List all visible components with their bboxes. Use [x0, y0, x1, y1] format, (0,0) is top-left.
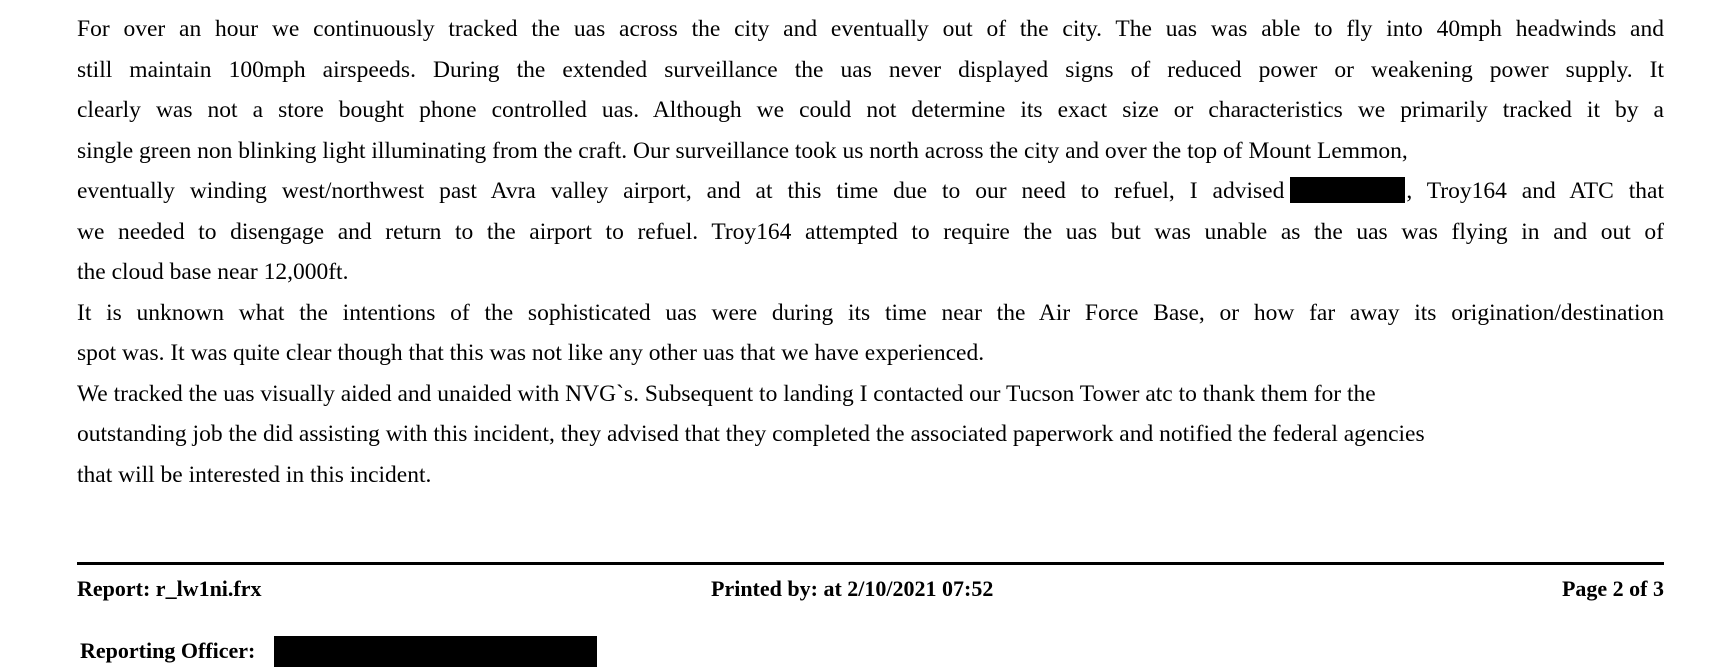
paragraph-landing	[77, 374, 1677, 496]
narrative-body	[77, 9, 1677, 495]
paragraph-tracking	[77, 9, 1677, 293]
redaction-block	[1290, 177, 1405, 203]
redaction-block	[274, 636, 597, 667]
text-line: spot was. It was quite clear though that this was not like any other uas that we have experienced.	[77, 340, 985, 366]
text-line: the cloud base near 12,000ft.	[77, 259, 349, 285]
printed-by: Printed by: at 2/10/2021 07:52	[711, 576, 994, 601]
text-line: that will be interested in this incident.	[77, 461, 432, 488]
text-line: We tracked the uas visually aided and unaided with NVG`s. Subsequent to landing I contacted our Tucson Tower atc to thank them for the	[77, 380, 1376, 407]
text-line: clearly was not a store bought phone controlled uas. Although we could not determine its exact size or characteristics we primarily tracked it by a	[77, 97, 1664, 123]
reporting-officer-label: Reporting Officer:	[80, 638, 256, 663]
text-line: still maintain 100mph airspeeds. During the extended surveillance the uas never displayed signs of reduced power or weakening power supply. It	[77, 56, 1664, 83]
text-line-with-redaction	[77, 171, 1664, 212]
paragraph-intentions	[77, 293, 1677, 374]
page-number: Page 2 of 3	[1561, 576, 1664, 601]
footer-divider	[77, 562, 1664, 565]
text-line: outstanding job the did assisting with this incident, they advised that they completed the associated paperwork and notified the federal agencies	[77, 421, 1425, 447]
text-segment: eventually winding west/northwest past Avra valley airport, and at this time due to our need to refuel, I advised	[77, 178, 1285, 204]
text-line: For over an hour we continuously tracked the uas across the city and eventually out of the city. The uas was able to fly into 40mph headwinds and	[77, 16, 1664, 42]
text-segment: , Troy164 and ATC that	[1406, 178, 1665, 204]
text-line: single green non blinking light illuminating from the craft. Our surveillance took us north across the city and over the top of Mount Lemmon,	[77, 137, 1408, 164]
report-name: Report: r_lw1ni.frx	[77, 576, 262, 601]
text-line: we needed to disengage and return to the airport to refuel. Troy164 attempted to require the uas but was unable as the uas was flying in and out of	[77, 218, 1664, 245]
text-line: It is unknown what the intentions of the sophisticated uas were during its time near the Air Force Base, or how far away its origination/destination	[77, 299, 1664, 326]
